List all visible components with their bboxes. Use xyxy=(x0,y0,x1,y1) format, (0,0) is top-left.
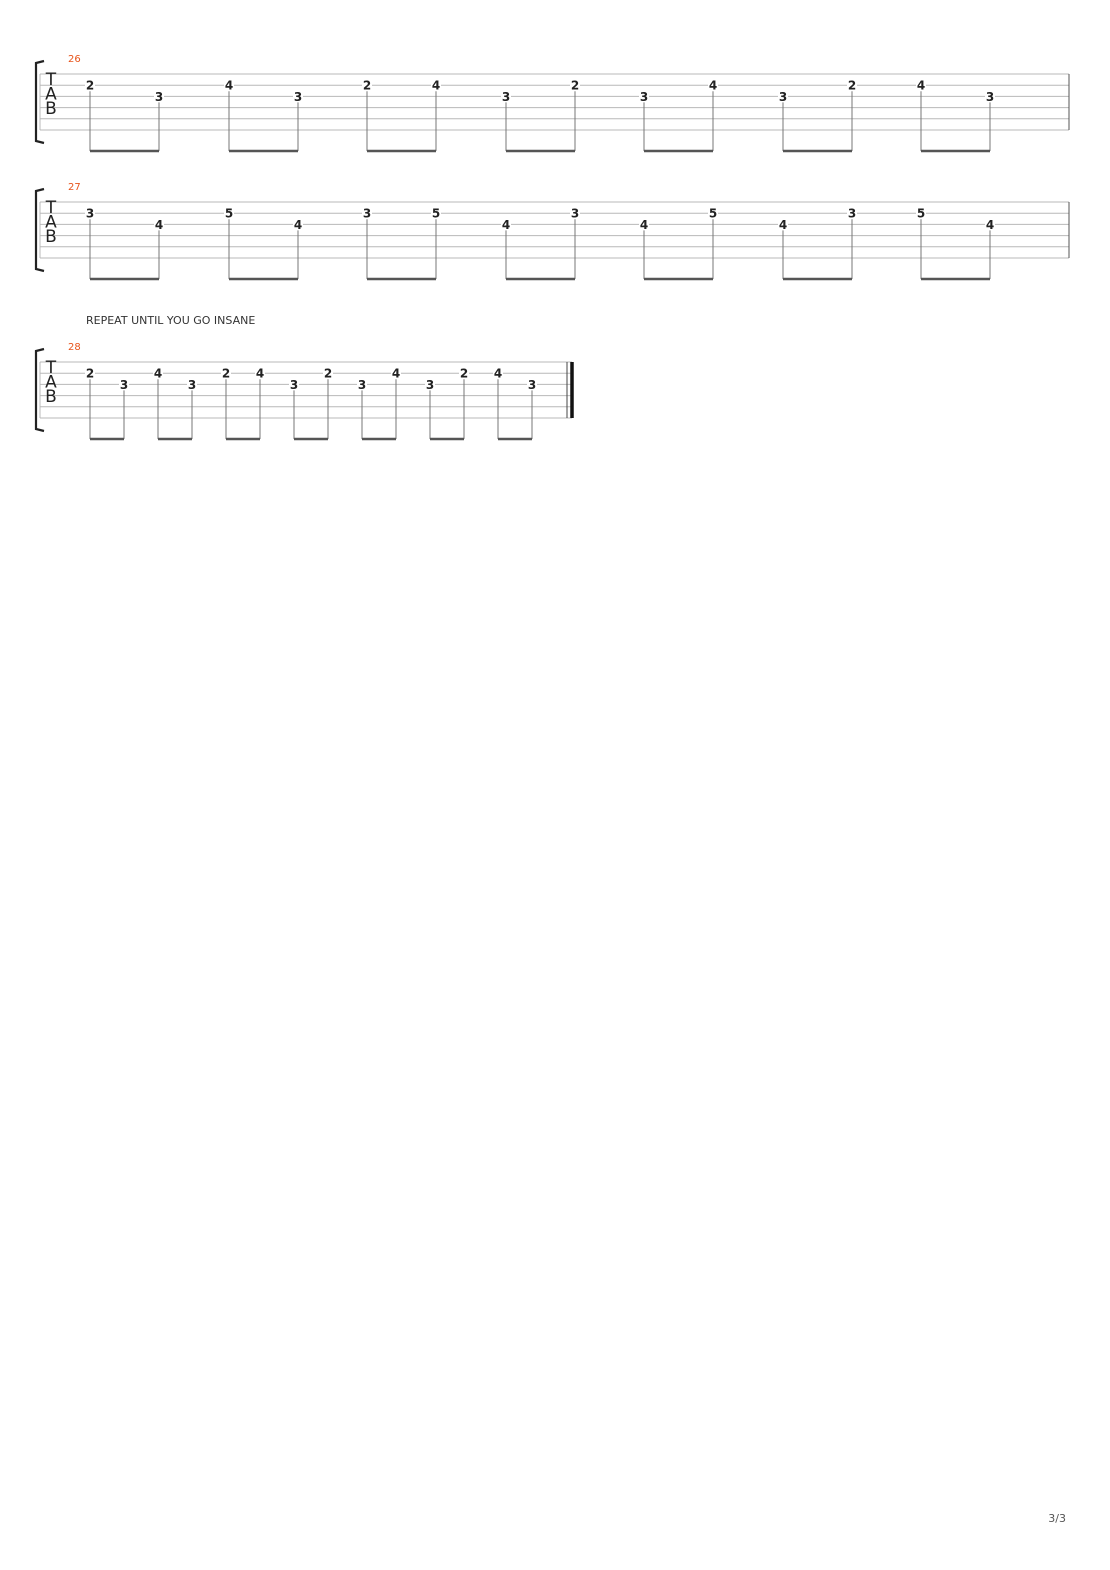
fret-number: 3 xyxy=(527,377,537,392)
fret-number: 3 xyxy=(119,377,129,392)
fret-number: 3 xyxy=(187,377,197,392)
fret-number: 4 xyxy=(985,217,995,232)
fret-number: 3 xyxy=(362,206,372,221)
fret-number: 3 xyxy=(778,89,788,104)
fret-number: 4 xyxy=(639,217,649,232)
fret-number: 2 xyxy=(847,78,857,93)
tab-system-28 xyxy=(36,314,572,439)
fret-number: 3 xyxy=(289,377,299,392)
tab-letter-t: T xyxy=(45,70,57,90)
fret-number: 3 xyxy=(293,89,303,104)
fret-number: 5 xyxy=(708,206,718,221)
fret-number: 4 xyxy=(154,217,164,232)
measure-number: 27 xyxy=(68,182,81,193)
fret-number: 2 xyxy=(323,366,333,381)
fret-number: 4 xyxy=(224,78,234,93)
annotation-text: REPEAT UNTIL YOU GO INSANE xyxy=(86,314,256,327)
fret-number: 2 xyxy=(570,78,580,93)
fret-number: 4 xyxy=(153,366,163,381)
fret-number: 4 xyxy=(501,217,511,232)
page-number: 3/3 xyxy=(1048,1512,1066,1525)
fret-number: 3 xyxy=(154,89,164,104)
tab-system-27 xyxy=(36,182,1069,279)
tab-letter-b: B xyxy=(45,99,57,119)
fret-number: 2 xyxy=(362,78,372,93)
fret-number: 3 xyxy=(985,89,995,104)
fret-number: 5 xyxy=(431,206,441,221)
tab-system-26 xyxy=(36,54,1069,151)
fret-number: 2 xyxy=(459,366,469,381)
fret-number: 4 xyxy=(916,78,926,93)
fret-number: 3 xyxy=(501,89,511,104)
fret-number: 4 xyxy=(255,366,265,381)
fret-number: 2 xyxy=(221,366,231,381)
tab-letter-a: A xyxy=(45,212,57,233)
fret-number: 3 xyxy=(847,206,857,221)
fret-number: 4 xyxy=(708,78,718,93)
tab-letter-t: T xyxy=(45,198,57,218)
fret-number: 4 xyxy=(391,366,401,381)
tab-letter-t: T xyxy=(45,358,57,378)
fret-number: 3 xyxy=(425,377,435,392)
fret-number: 3 xyxy=(85,206,95,221)
fret-number: 3 xyxy=(357,377,367,392)
fret-number: 5 xyxy=(916,206,926,221)
fret-number: 4 xyxy=(293,217,303,232)
tab-letter-a: A xyxy=(45,84,57,105)
measure-number: 28 xyxy=(68,342,81,353)
tab-letter-b: B xyxy=(45,227,57,247)
fret-number: 4 xyxy=(493,366,503,381)
fret-number: 2 xyxy=(85,366,95,381)
fret-number: 2 xyxy=(85,78,95,93)
measure-number: 26 xyxy=(68,54,81,65)
fret-number: 4 xyxy=(431,78,441,93)
fret-number: 3 xyxy=(639,89,649,104)
fret-number: 3 xyxy=(570,206,580,221)
tab-letter-b: B xyxy=(45,387,57,407)
fret-number: 4 xyxy=(778,217,788,232)
tab-letter-a: A xyxy=(45,372,57,393)
fret-number: 5 xyxy=(224,206,234,221)
